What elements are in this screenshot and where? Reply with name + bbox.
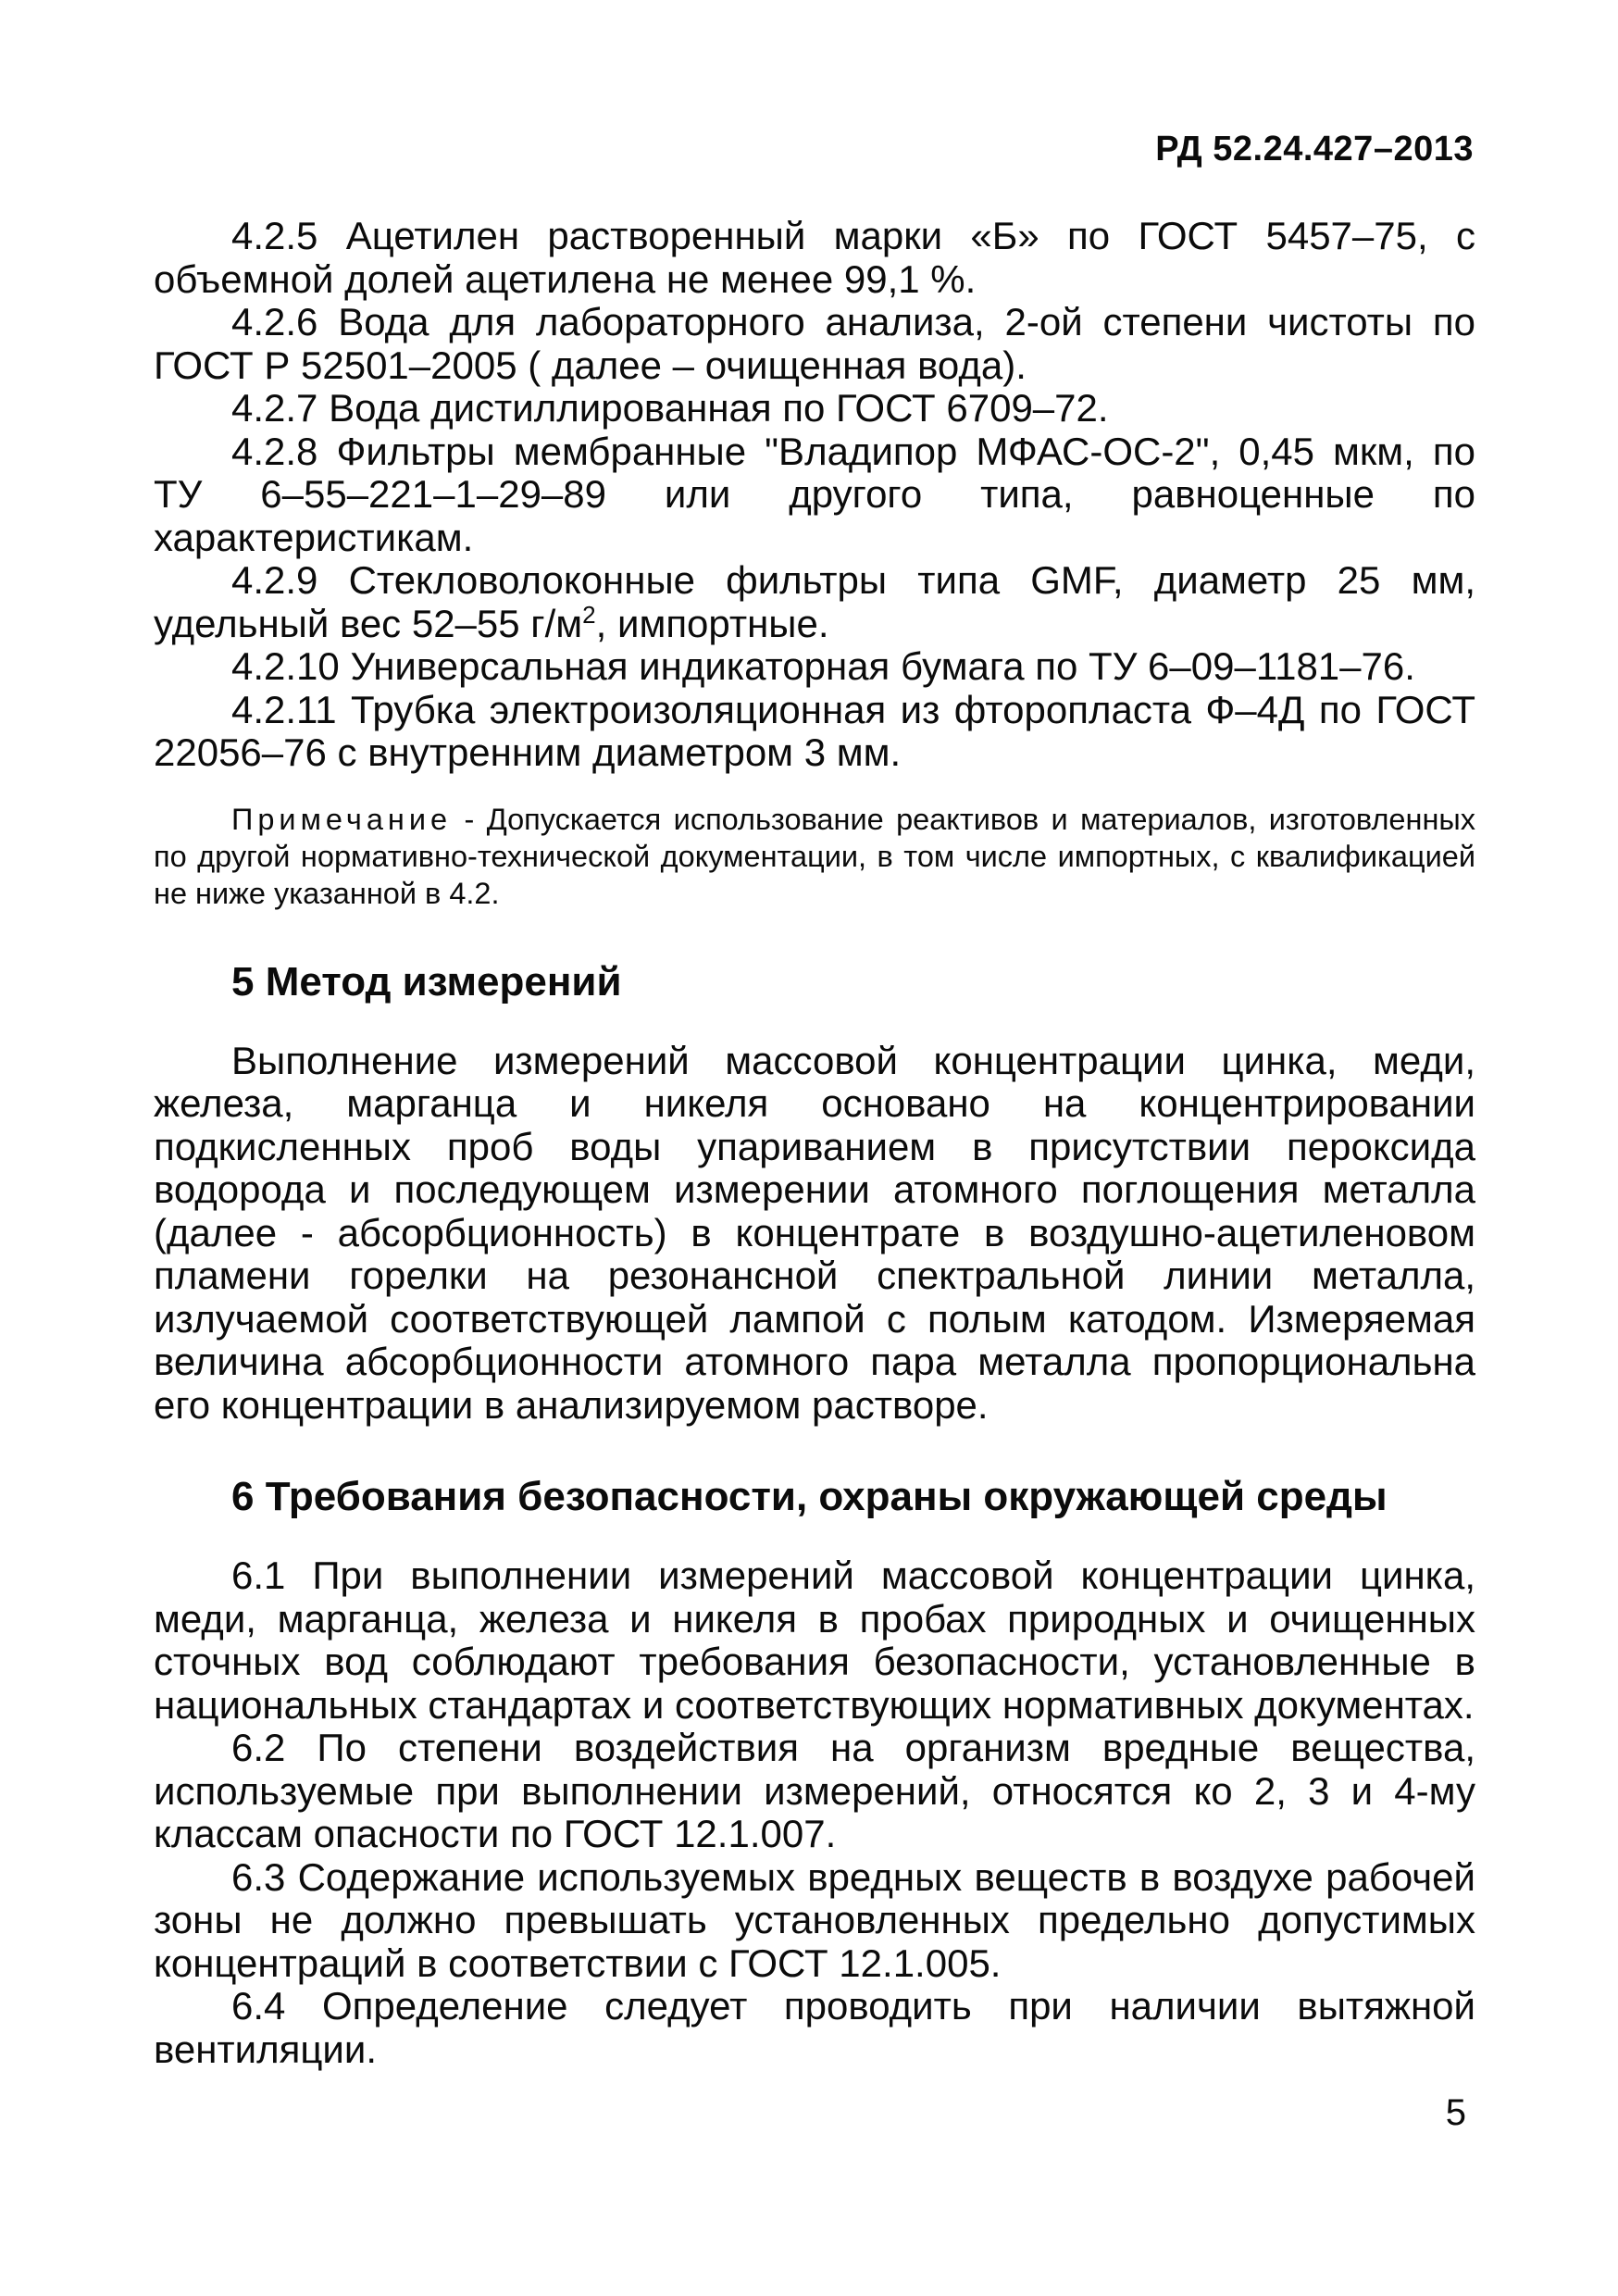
note-text: - Допускается использование реактивов и материалов, изготовленных по другой нормативно-технической документации, в том числе импортных, с квалификацией не ниже указанной в 4.2.: [154, 802, 1475, 910]
item-4-2-9-superscript: 2: [582, 600, 596, 629]
page-content: [154, 215, 1475, 2071]
section-5-paragraph: Выполнение измерений массовой концентрации цинка, меди, железа, марганца и никеля основано на концентрировании подкисленных проб воды упариванием в присутствии пероксида водорода и последующем измерении атомного поглощения металла (далее - абсорбционность) в концентрате в воздушно-ацетиленовом пламени горелки на резонансной спектральной линии металла, излучаемой соответствующей лампой с полым катодом. Измеряемая величина абсорбционности атомного пара металла пропорциональна его концентрации в анализируемом растворе.: [154, 1038, 1475, 1427]
section-5-title: 5 Метод измерений: [231, 958, 622, 1004]
item-6-3: 6.3 Содержание используемых вредных веществ в воздухе рабочей зоны не должно превышать установленных предельно допустимых концентраций в соответствии с ГОСТ 12.1.005.: [154, 1854, 1475, 1985]
item-6-1: 6.1 При выполнении измерений массовой концентрации цинка, меди, марганца, железа и никеля в пробах природных и очищенных сточных вод соблюдают требования безопасности, установленные в национальных стандартах и соответствующих нормативных документах.: [154, 1554, 1475, 1727]
item-4-2-11: 4.2.11 Трубка электроизоляционная из фторопласта Ф–4Д по ГОСТ 22056–76 с внутренним диаметром 3 мм.: [154, 687, 1475, 774]
item-4-2-6: 4.2.6 Вода для лабораторного анализа, 2-ой степени чистоты по ГОСТ Р 52501–2005 ( далее – очищенная вода).: [154, 300, 1475, 387]
item-4-2-10: 4.2.10 Универсальная индикаторная бумага по ТУ 6–09–1181–76.: [231, 644, 1415, 688]
item-4-2-9-text: 4.2.9 Стекловолоконные фильтры типа GMF, диаметр 25 мм, удельный вес 52–55 г/м: [154, 558, 1475, 645]
section-6-title: 6 Требования безопасности, охраны окружающей среды: [231, 1474, 1388, 1519]
item-4-2-7: 4.2.7 Вода дистиллированная по ГОСТ 6709–72.: [231, 386, 1109, 430]
item-6-2: 6.2 По степени воздействия на организм вредные вещества, используемые при выполнении измерений, относятся ко 2, 3 и 4-му классам опасности по ГОСТ 12.1.007.: [154, 1726, 1475, 1855]
item-6-4: 6.4 Определение следует проводить при наличии вытяжной вентиляции.: [154, 1984, 1475, 2071]
note: [154, 801, 1475, 912]
page-number: 5: [1445, 2092, 1466, 2133]
item-4-2-9-text-end: , импортные.: [595, 601, 829, 645]
item-4-2-8: 4.2.8 Фильтры мембранные "Владипор МФАС-ОС-2", 0,45 мкм, по ТУ 6–55–221–1–29–89 или другого типа, равноценные по характеристикам.: [154, 429, 1475, 559]
item-4-2-9: [154, 559, 1475, 645]
note-label: Примечание: [231, 802, 453, 836]
document-code: РД 52.24.427–2013: [1155, 130, 1474, 168]
item-4-2-5: 4.2.5 Ацетилен растворенный марки «Б» по ГОСТ 5457–75, с объемной долей ацетилена не менее 99,1 %.: [154, 214, 1475, 301]
